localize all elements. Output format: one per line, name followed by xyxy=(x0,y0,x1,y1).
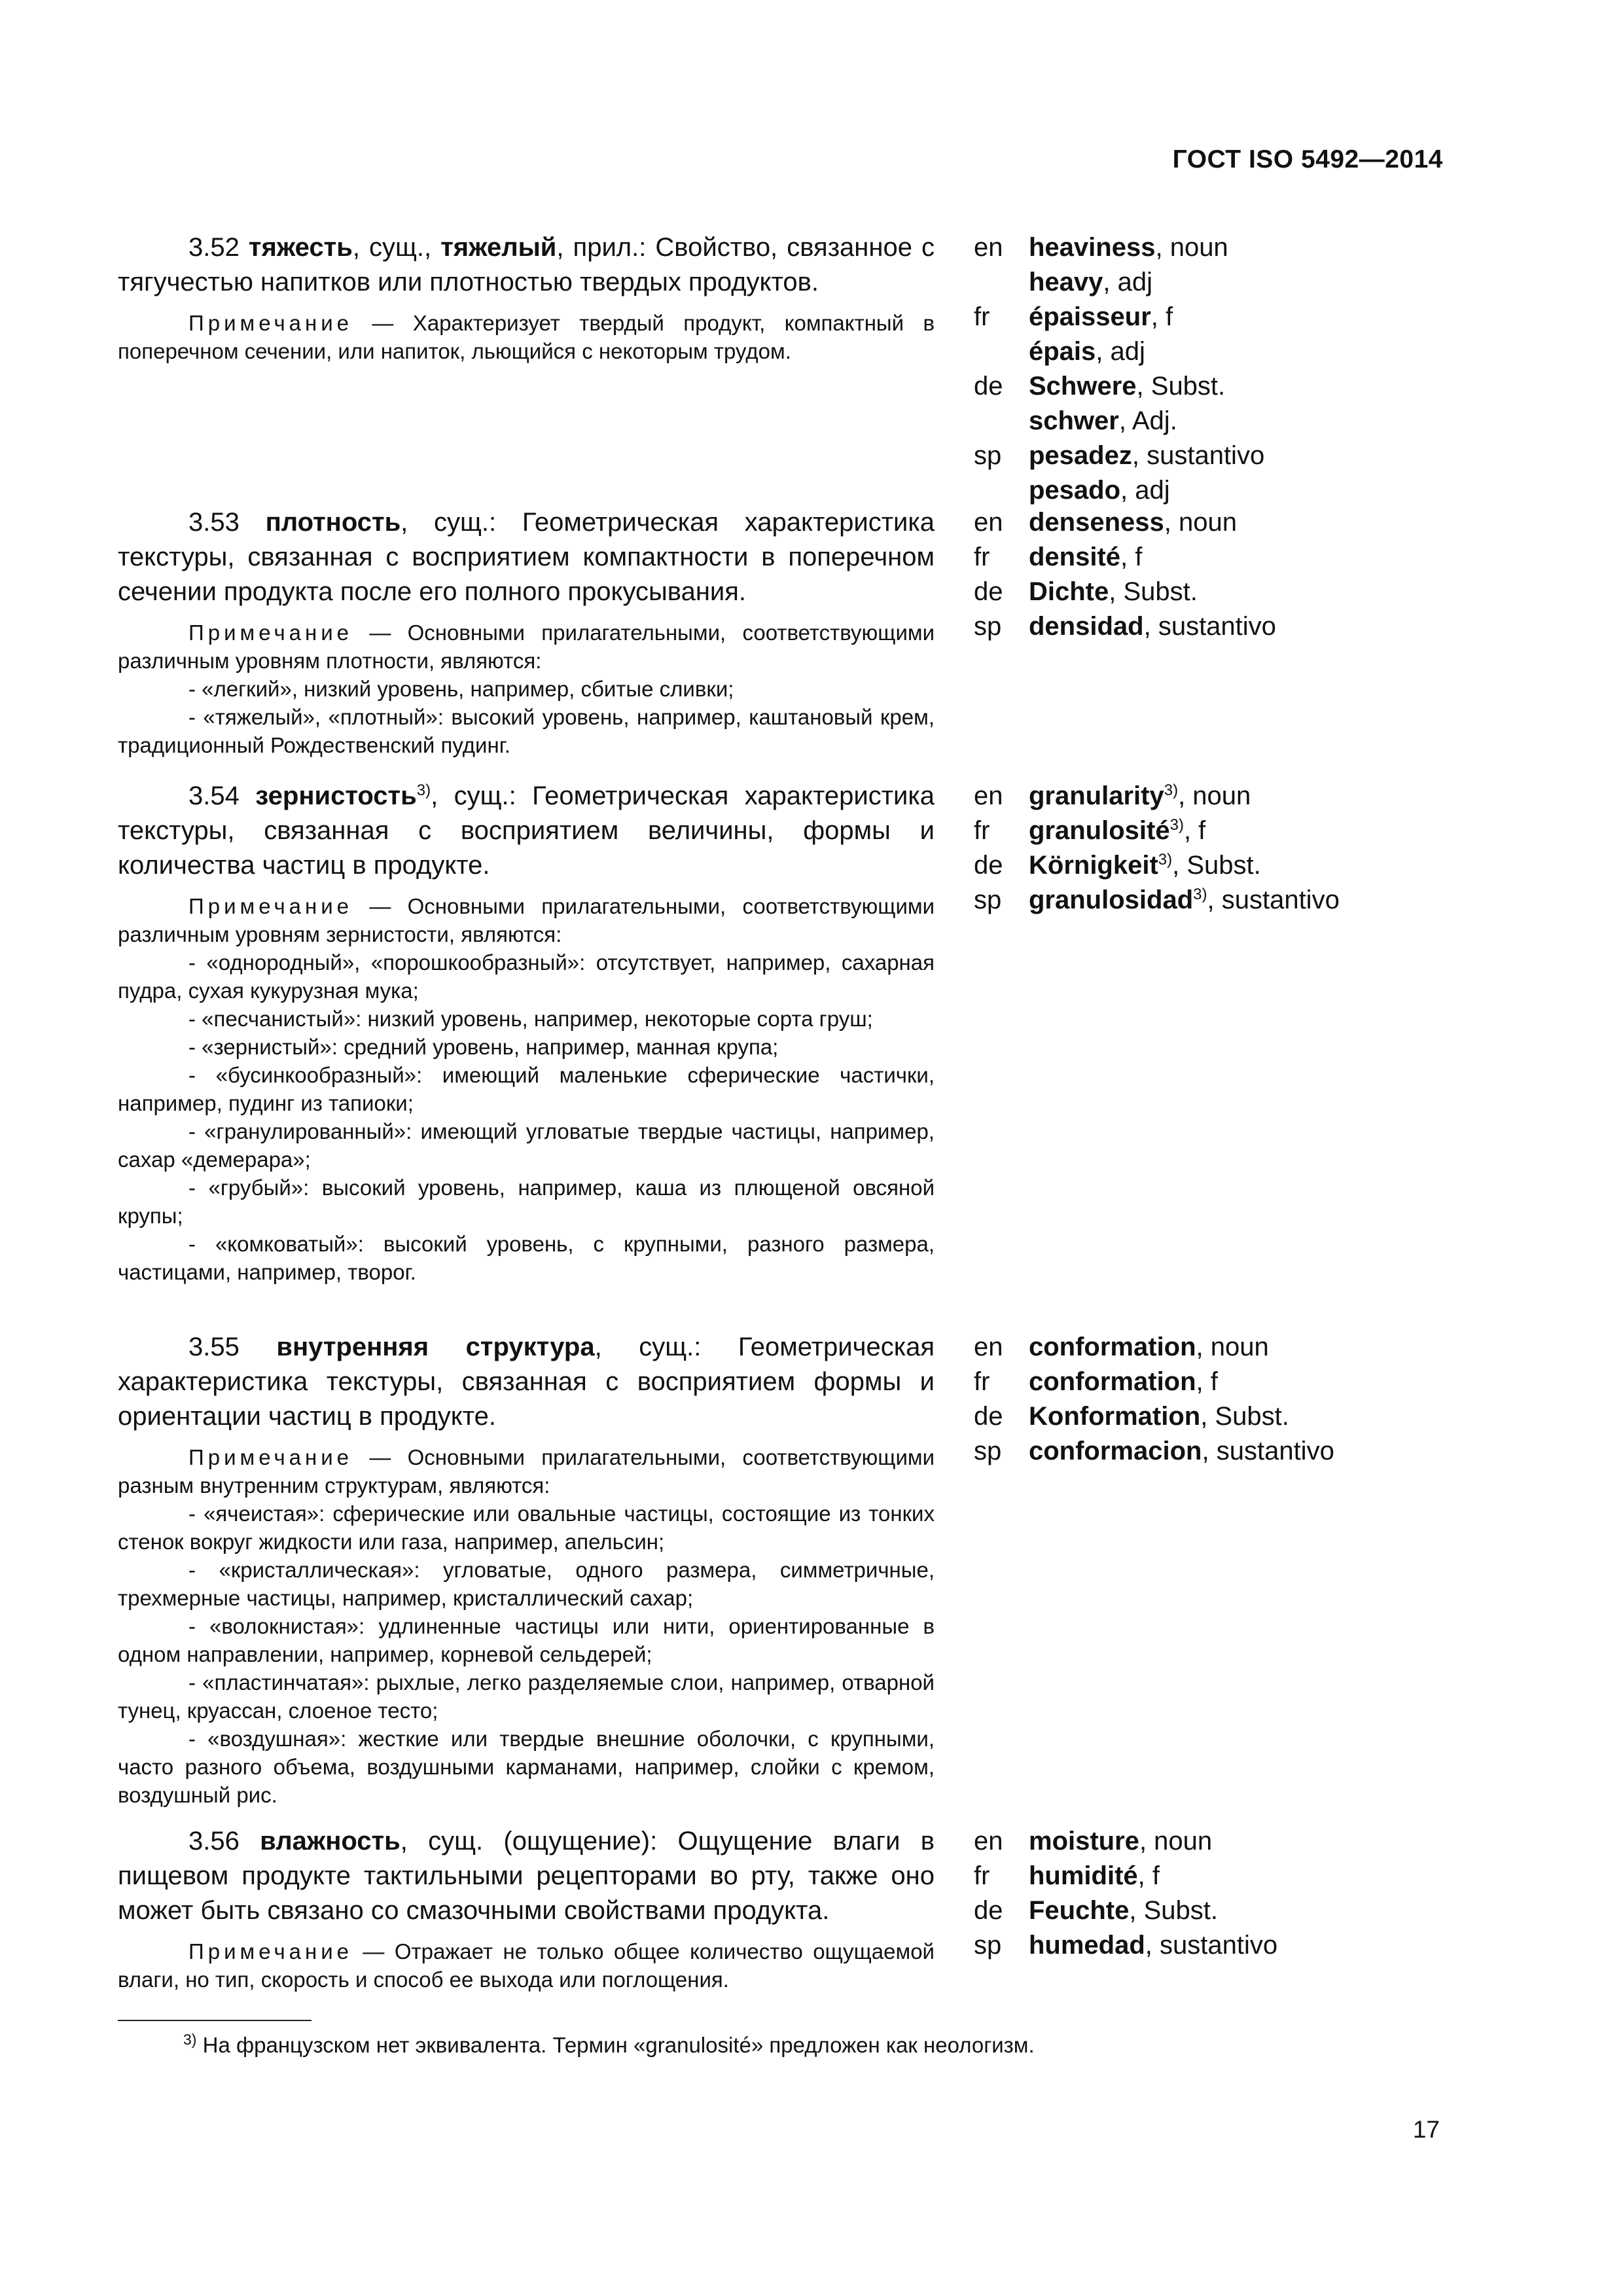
term-foreign: granularity xyxy=(1029,781,1164,810)
entry-number: 3.56 xyxy=(188,1827,240,1856)
translation-term xyxy=(1029,1434,1334,1469)
translation-term xyxy=(1029,1928,1277,1963)
translation-row xyxy=(974,1434,1445,1469)
language-code: de xyxy=(974,851,1003,880)
note xyxy=(118,619,935,759)
translation-row xyxy=(974,473,1445,508)
translation-row xyxy=(974,1399,1445,1434)
entry-number: 3.55 xyxy=(188,1333,240,1361)
grammar-label: , sustantivo xyxy=(1202,1437,1334,1465)
translation-term xyxy=(1029,505,1237,540)
note xyxy=(118,309,935,365)
grammar-label: , Subst. xyxy=(1136,372,1226,401)
term-ru-adj: тяжелый xyxy=(440,233,557,262)
definition xyxy=(118,1330,935,1434)
definition-column xyxy=(118,230,935,365)
definition-text: , сущ. (ощущение): Ощущение влаги в пищевом продукте тактильными рецепторами во рту, также оно может быть связано со смазочными свойствами продукта. xyxy=(118,1827,935,1925)
term-ru: зернистость xyxy=(255,781,417,810)
translation-term xyxy=(1029,1399,1289,1434)
grammar-label: , noun xyxy=(1155,233,1228,262)
language-code: sp xyxy=(974,441,1002,470)
term-ru: влажность xyxy=(260,1827,401,1856)
note-item: - «воздушная»: жесткие или твердые внешние оболочки, с крупными, часто разного объема, воздушными карманами, например, слойки с кремом, воздушный рис. xyxy=(118,1727,935,1807)
note xyxy=(118,892,935,1286)
term-foreign: humedad xyxy=(1029,1931,1145,1960)
note-item: - «песчанистый»: низкий уровень, например, некоторые сорта груш; xyxy=(188,1007,873,1031)
translation-row xyxy=(974,883,1445,918)
translation-term xyxy=(1029,230,1228,265)
grammar-label: , sustantivo xyxy=(1207,886,1340,914)
language-code xyxy=(974,473,1029,508)
language-code xyxy=(974,404,1029,439)
note-item: - «комковатый»: высокий уровень, с крупными, разного размера, частицами, например, творог. xyxy=(118,1232,935,1284)
definition-column xyxy=(118,1330,935,1809)
footnote-ref: 3) xyxy=(1164,781,1179,799)
translation-row xyxy=(974,404,1445,439)
translation-term xyxy=(1029,1365,1218,1399)
grammar-label: , Subst. xyxy=(1109,577,1198,606)
translation-term xyxy=(1029,1330,1269,1365)
translation-term xyxy=(1029,300,1173,334)
term-foreign: Konformation xyxy=(1029,1402,1201,1431)
definition xyxy=(118,779,935,883)
term-ru: плотность xyxy=(265,508,401,537)
term-foreign: granulosidad xyxy=(1029,886,1194,914)
grammar-label: , Subst. xyxy=(1200,1402,1289,1431)
term-foreign: épaisseur xyxy=(1029,302,1151,331)
note xyxy=(118,1937,935,1994)
translation-row xyxy=(974,779,1445,814)
language-code: fr xyxy=(974,1367,990,1396)
term-foreign: moisture xyxy=(1029,1827,1139,1856)
note-label: Примечание xyxy=(188,894,353,918)
definition-text-2: , прил.: Свойство, связанное с тягучестью напитков или плотностью твердых продуктов. xyxy=(118,233,935,296)
translation-row xyxy=(974,439,1445,473)
translation-row xyxy=(974,265,1445,300)
note-item: - «ячеистая»: сферические или овальные частицы, состоящие из тонких стенок вокруг жидкости или газа, например, апельсин; xyxy=(118,1501,935,1554)
definition-column xyxy=(118,779,935,1286)
note-paragraph xyxy=(118,1937,935,1994)
grammar-label: , noun xyxy=(1196,1333,1269,1361)
term-foreign: conformacion xyxy=(1029,1437,1202,1465)
grammar-label: , Adj. xyxy=(1118,406,1177,435)
translation-term xyxy=(1029,814,1205,848)
translations-column xyxy=(974,779,1445,918)
definition xyxy=(118,505,935,609)
translation-row xyxy=(974,1928,1445,1963)
translation-term xyxy=(1029,883,1340,918)
language-code: de xyxy=(974,577,1003,606)
language-code: en xyxy=(974,508,1003,537)
translations-column xyxy=(974,505,1445,644)
note-paragraph xyxy=(118,619,935,675)
translation-row xyxy=(974,540,1445,575)
language-code: en xyxy=(974,1827,1003,1856)
translation-row xyxy=(974,848,1445,883)
translation-row xyxy=(974,575,1445,609)
term-foreign: conformation xyxy=(1029,1367,1196,1396)
language-code xyxy=(974,334,1029,369)
footnote-ref: 3) xyxy=(416,781,431,799)
grammar-label: , f xyxy=(1120,543,1143,571)
note-paragraph xyxy=(118,309,935,365)
definition xyxy=(118,1824,935,1928)
grammar-label: , sustantivo xyxy=(1132,441,1265,470)
term-foreign: schwer xyxy=(1029,406,1119,435)
term-foreign: Dichte xyxy=(1029,577,1109,606)
language-code: sp xyxy=(974,1931,1002,1960)
term-foreign: Feuchte xyxy=(1029,1896,1130,1925)
term-foreign: pesado xyxy=(1029,476,1121,505)
translation-term xyxy=(1029,1893,1218,1928)
grammar-label: , noun xyxy=(1139,1827,1213,1856)
translation-term xyxy=(1029,609,1276,644)
term-foreign: Körnigkeit xyxy=(1029,851,1158,880)
translation-row xyxy=(974,334,1445,369)
language-code: sp xyxy=(974,612,1002,641)
note-label: Примечание xyxy=(188,1445,353,1469)
definition-text: , сущ.: Геометрическая характеристика текстуры, связанная с восприятием величины, формы и количества частиц в продукте. xyxy=(118,781,935,880)
grammar-label: , f xyxy=(1196,1367,1218,1396)
note-item: - «однородный», «порошкообразный»: отсутствует, например, сахарная пудра, сухая кукурузная мука; xyxy=(118,950,935,1003)
translation-row xyxy=(974,505,1445,540)
definition-text: , сущ.: Геометрическая характеристика текстуры, связанная с восприятием компактности в поперечном сечении продукта после его полного прокусывания. xyxy=(118,508,935,606)
note-text: — Основными прилагательными, соответствующими различным уровням зернистости, являются: xyxy=(118,894,935,946)
note-text: — Основными прилагательными, соответствующими разным внутренним структурам, являются: xyxy=(118,1445,935,1498)
page-number: 17 xyxy=(1412,2116,1440,2143)
term-ru: тяжесть xyxy=(248,233,353,262)
translations-column xyxy=(974,230,1445,508)
language-code: de xyxy=(974,372,1003,401)
term-ru: внутренняя структура xyxy=(276,1333,595,1361)
grammar-label: , f xyxy=(1137,1861,1160,1890)
note-paragraph xyxy=(118,892,935,948)
grammar-label: , sustantivo xyxy=(1143,612,1276,641)
translation-term xyxy=(1029,1859,1160,1893)
grammar-label: , adj xyxy=(1103,268,1153,296)
grammar-label: , adj xyxy=(1120,476,1170,505)
note-label: Примечание xyxy=(188,1939,353,1964)
term-foreign: heaviness xyxy=(1029,233,1156,262)
footnote-ref: 3) xyxy=(1158,851,1173,869)
grammar-label: , f xyxy=(1150,302,1173,331)
note-item: - «грубый»: высокий уровень, например, каша из плющеной овсяной крупы; xyxy=(118,1175,935,1228)
language-code: fr xyxy=(974,816,990,845)
grammar-label: , f xyxy=(1183,816,1206,845)
footnote-marker: 3) xyxy=(183,2031,197,2048)
note-text: — Отражает не только общее количество ощущаемой влаги, но тип, скорость и способ ее выхода или поглощения. xyxy=(118,1939,935,1992)
translation-term xyxy=(1029,473,1170,508)
translation-term xyxy=(1029,848,1261,883)
translation-row xyxy=(974,1859,1445,1893)
language-code: sp xyxy=(974,1437,1002,1465)
note-item: - «волокнистая»: удлиненные частицы или нити, ориентированные в одном направлении, например, корневой сельдерей; xyxy=(118,1614,935,1666)
note-label: Примечание xyxy=(188,311,353,335)
term-foreign: conformation xyxy=(1029,1333,1196,1361)
grammar-label: , sustantivo xyxy=(1145,1931,1278,1960)
translation-term xyxy=(1029,575,1198,609)
footnote-text: На французском нет эквивалента. Термин «granulosité» предложен как неологизм. xyxy=(196,2033,1035,2057)
language-code: fr xyxy=(974,302,990,331)
translation-term xyxy=(1029,404,1177,439)
definition-column xyxy=(118,505,935,759)
note-item: - «пластинчатая»: рыхлые, легко разделяемые слои, например, отварной тунец, круассан, слоеное тесто; xyxy=(118,1670,935,1723)
footnote-separator xyxy=(118,2020,312,2021)
grammar-label: , noun xyxy=(1164,508,1237,537)
definition-text: , сущ., xyxy=(352,233,441,262)
translation-term xyxy=(1029,1824,1212,1859)
translation-row xyxy=(974,1824,1445,1859)
note-item: - «легкий», низкий уровень, например, сбитые сливки; xyxy=(188,677,734,701)
language-code: sp xyxy=(974,886,1002,914)
translation-row xyxy=(974,1893,1445,1928)
translations-column xyxy=(974,1824,1445,1963)
footnote-ref: 3) xyxy=(1193,886,1207,903)
translations-column xyxy=(974,1330,1445,1469)
translation-row xyxy=(974,1330,1445,1365)
term-foreign: humidité xyxy=(1029,1861,1138,1890)
grammar-label: , Subst. xyxy=(1172,851,1261,880)
note-text: — Характеризует твердый продукт, компактный в поперечном сечении, или напиток, льющийся с некоторым трудом. xyxy=(118,311,935,363)
note xyxy=(118,1443,935,1809)
term-foreign: densidad xyxy=(1029,612,1144,641)
translation-term xyxy=(1029,369,1225,404)
note-item: - «кристаллическая»: угловатые, одного размера, симметричные, трехмерные частицы, например, кристаллический сахар; xyxy=(118,1558,935,1610)
grammar-label: , adj xyxy=(1096,337,1145,366)
language-code: de xyxy=(974,1402,1003,1431)
definition xyxy=(118,230,935,300)
term-foreign: heavy xyxy=(1029,268,1103,296)
grammar-label: , noun xyxy=(1178,781,1251,810)
translation-row xyxy=(974,814,1445,848)
term-foreign: Schwere xyxy=(1029,372,1137,401)
note-item: - «гранулированный»: имеющий угловатые твердые частицы, например, сахар «демерара»; xyxy=(118,1119,935,1172)
translation-term xyxy=(1029,439,1264,473)
note-item: - «тяжелый», «плотный»: высокий уровень, например, каштановый крем, традиционный Рождественский пудинг. xyxy=(118,705,935,757)
translation-row xyxy=(974,230,1445,265)
footnote-ref: 3) xyxy=(1169,816,1184,834)
language-code: fr xyxy=(974,1861,990,1890)
language-code: en xyxy=(974,781,1003,810)
term-foreign: granulosité xyxy=(1029,816,1170,845)
translation-term xyxy=(1029,540,1142,575)
translation-term xyxy=(1029,265,1152,300)
language-code xyxy=(974,265,1029,300)
language-code: de xyxy=(974,1896,1003,1925)
footnote xyxy=(183,2031,1035,2059)
translation-row xyxy=(974,609,1445,644)
term-foreign: denseness xyxy=(1029,508,1164,537)
term-foreign: densité xyxy=(1029,543,1121,571)
translation-term xyxy=(1029,334,1145,369)
document-header: ГОСТ ISO 5492—2014 xyxy=(1172,145,1443,173)
language-code: fr xyxy=(974,543,990,571)
language-code: en xyxy=(974,233,1003,262)
translation-row xyxy=(974,300,1445,334)
note-label: Примечание xyxy=(188,620,353,645)
translation-term xyxy=(1029,779,1251,814)
entry-number: 3.52 xyxy=(188,233,240,262)
entry-number: 3.53 xyxy=(188,508,240,537)
term-foreign: épais xyxy=(1029,337,1096,366)
term-foreign: pesadez xyxy=(1029,441,1132,470)
translation-row xyxy=(974,369,1445,404)
definition-text: , сущ.: Геометрическая характеристика текстуры, связанная с восприятием формы и ориентации частиц в продукте. xyxy=(118,1333,935,1431)
definition-column xyxy=(118,1824,935,1994)
grammar-label: , Subst. xyxy=(1129,1896,1218,1925)
note-item: - «бусинкообразный»: имеющий маленькие сферические частички, например, пудинг из тапиоки; xyxy=(118,1063,935,1115)
note-item: - «зернистый»: средний уровень, например, манная крупа; xyxy=(188,1035,779,1059)
note-paragraph xyxy=(118,1443,935,1499)
note-text: — Основными прилагательными, соответствующими различным уровням плотности, являются: xyxy=(118,620,935,673)
language-code: en xyxy=(974,1333,1003,1361)
translation-row xyxy=(974,1365,1445,1399)
entry-number: 3.54 xyxy=(188,781,240,810)
